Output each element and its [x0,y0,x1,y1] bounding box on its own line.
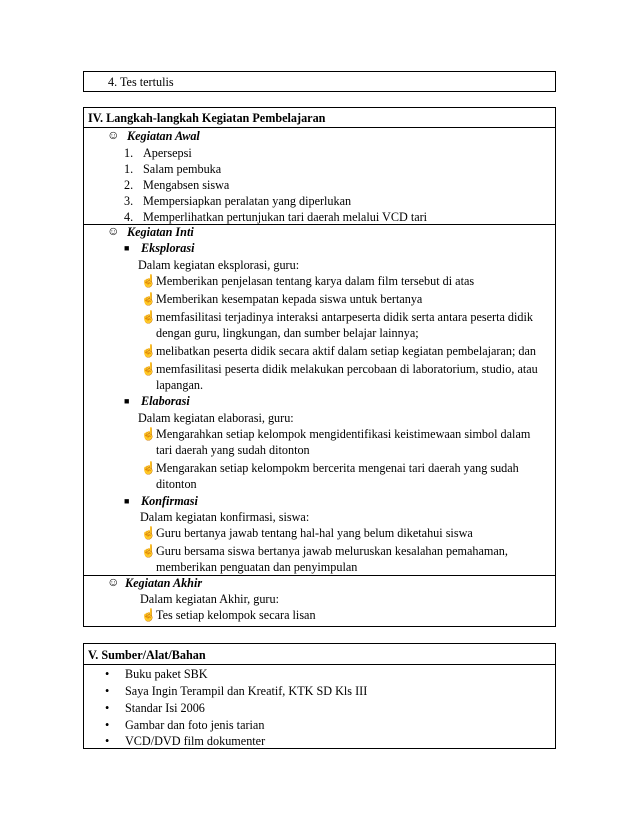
hand-icon: ☝ [141,310,157,324]
resource-item: Gambar dan foto jenis tarian [125,718,265,732]
eksplorasi-item-2-line-1: memfasilitasi terjadinya interaksi antarpeserta didik serta antara peserta didik [156,310,533,324]
section-v-heading: V. Sumber/Alat/Bahan [88,648,206,662]
smiley-icon: ☺ [107,128,120,142]
eksplorasi-item-3: melibatkan peserta didik secara aktif dalam setiap kegiatan pembelajaran; dan [156,344,537,358]
elaborasi-item-1-line-1: Mengarakan setiap kelompokm bercerita mengenai tari daerah yang sudah [156,461,519,475]
square-bullet-icon: ■ [124,396,130,406]
awal-item-2: Mengabsen siswa [143,178,230,192]
konfirmasi-item-0: Guru bertanya jawab tentang hal-hal yang belum diketahui siswa [156,526,473,540]
resource-item: Buku paket SBK [125,667,208,681]
eksplorasi-intro: Dalam kegiatan eksplorasi, guru: [138,258,300,272]
awal-item-0: Apersepsi [143,146,192,160]
eksplorasi-item-1: Memberikan kesempatan kepada siswa untuk bertanya [156,292,423,306]
awal-num-1: 1. [124,162,134,176]
konfirmasi-item-1-line-2: memberikan penguatan dan penyimpulan [156,560,358,574]
elaborasi-item-0-line-2: tari daerah yang sudah ditonton [156,443,310,457]
divider [84,127,555,128]
elaborasi-item-0-line-1: Mengarahkan setiap kelompok mengidentifikasi keistimewaan simbol dalam [156,427,531,441]
bullet-icon: • [105,734,110,748]
resource-item: VCD/DVD film dokumenter [125,734,266,748]
square-bullet-icon: ■ [124,243,130,253]
kegiatan-inti-title: Kegiatan Inti [127,225,194,239]
resource-item: Saya Ingin Terampil dan Kreatif, KTK SD Kls III [125,684,368,698]
square-bullet-icon: ■ [124,496,130,506]
awal-num-2: 2. [124,178,134,192]
elaborasi-intro: Dalam kegiatan elaborasi, guru: [138,411,294,425]
smiley-icon: ☺ [107,575,120,589]
hand-icon: ☝ [141,526,157,540]
bullet-icon: • [105,667,110,681]
smiley-icon: ☺ [107,224,120,238]
elaborasi-title: Elaborasi [141,394,190,408]
bullet-icon: • [105,684,110,698]
hand-icon: ☝ [141,544,157,558]
awal-num-3: 3. [124,194,134,208]
hand-icon: ☝ [141,292,157,306]
hand-icon: ☝ [141,362,157,376]
bullet-icon: • [105,718,110,732]
konfirmasi-intro: Dalam kegiatan konfirmasi, siswa: [140,510,310,524]
eksplorasi-item-0: Memberikan penjelasan tentang karya dalam film tersebut di atas [156,274,475,288]
awal-item-1: Salam pembuka [143,162,222,176]
kegiatan-akhir-title: Kegiatan Akhir [125,576,203,590]
awal-item-4: Memperlihatkan pertunjukan tari daerah melalui VCD tari [143,210,428,224]
bullet-icon: • [105,701,110,715]
section-iv-heading: IV. Langkah-langkah Kegiatan Pembelajaran [88,111,326,125]
box-tes-tertulis [83,71,556,92]
section-v [83,643,556,749]
eksplorasi-title: Eksplorasi [141,241,195,255]
eksplorasi-item-4-line-2: lapangan. [156,378,204,392]
elaborasi-item-1-line-2: ditonton [156,477,197,491]
kegiatan-awal-title: Kegiatan Awal [127,129,200,143]
akhir-intro: Dalam kegiatan Akhir, guru: [140,592,279,606]
hand-icon: ☝ [141,344,157,358]
hand-icon: ☝ [141,461,157,475]
konfirmasi-title: Konfirmasi [141,494,198,508]
resource-item: Standar Isi 2006 [125,701,205,715]
akhir-item-0: Tes setiap kelompok secara lisan [156,608,316,622]
section-iv [83,107,556,627]
divider [84,664,555,665]
hand-icon: ☝ [141,274,157,288]
awal-num-0: 1. [124,146,134,160]
awal-item-3: Mempersiapkan peralatan yang diperlukan [143,194,352,208]
eksplorasi-item-4-line-1: memfasilitasi peserta didik melakukan percobaan di laboratorium, studio, atau [156,362,538,376]
awal-num-4: 4. [124,210,134,224]
hand-icon: ☝ [141,608,157,622]
hand-icon: ☝ [141,427,157,441]
tes-tertulis-item: 4. Tes tertulis [108,75,174,89]
eksplorasi-item-2-line-2: dengan guru, lingkungan, dan sumber belajar lainnya; [156,326,419,340]
konfirmasi-item-1-line-1: Guru bersama siswa bertanya jawab meluruskan kesalahan pemahaman, [156,544,508,558]
